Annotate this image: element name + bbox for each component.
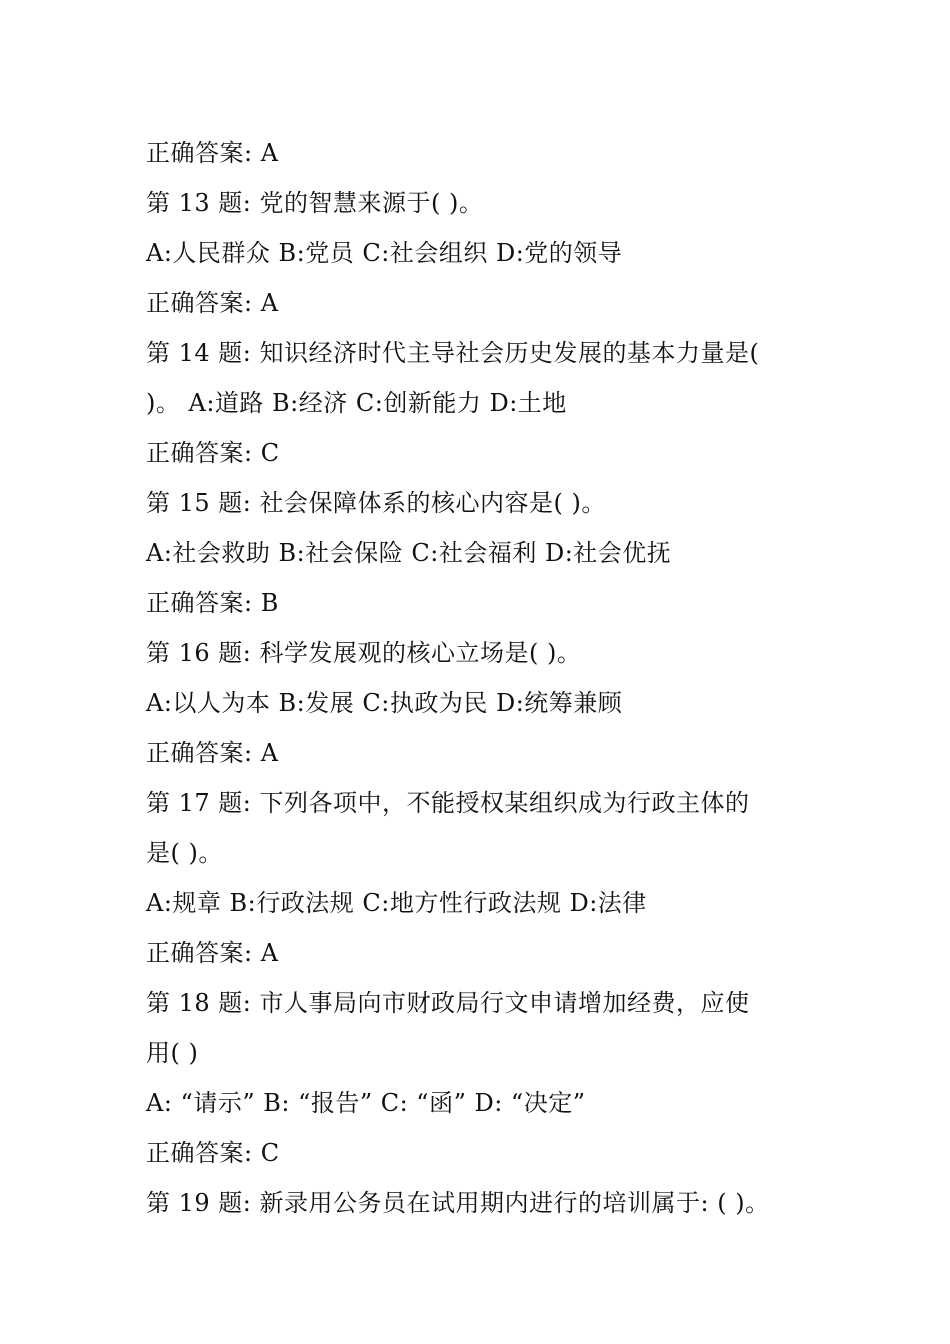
options-line: A:以人为本 B:发展 C:执政为民 D:统筹兼顾 [146,689,623,717]
options-line: A: “请示” B: “报告” C: “函” D: “决定” [146,1089,586,1117]
options-line: )。 A:道路 B:经济 C:创新能力 D:土地 [146,389,567,417]
question-line-continued: 是( )。 [146,839,223,867]
question-line: 第 18 题: 市人事局向市财政局行文申请增加经费，应使 [146,989,750,1017]
answer-line: 正确答案: B [146,589,279,617]
answer-line: 正确答案: A [146,939,279,967]
document-body [146,128,846,1228]
options-line: A:社会救助 B:社会保险 C:社会福利 D:社会优抚 [146,539,672,567]
question-line: 第 19 题: 新录用公务员在试用期内进行的培训属于: ( )。 [146,1189,770,1217]
options-line: A:人民群众 B:党员 C:社会组织 D:党的领导 [146,239,623,267]
answer-line: 正确答案: A [146,289,279,317]
question-line: 第 16 题: 科学发展观的核心立场是( )。 [146,639,582,667]
question-line: 第 13 题: 党的智慧来源于( )。 [146,189,484,217]
answer-line: 正确答案: C [146,439,280,467]
question-line: 第 17 题: 下列各项中，不能授权某组织成为行政主体的 [146,789,750,817]
answer-line: 正确答案: C [146,1139,280,1167]
answer-line: 正确答案: A [146,739,279,767]
question-line: 第 15 题: 社会保障体系的核心内容是( )。 [146,489,606,517]
options-line: A:规章 B:行政法规 C:地方性行政法规 D:法律 [146,889,647,917]
question-line-continued: 用( ) [146,1039,199,1067]
answer-line: 正确答案: A [146,139,279,167]
question-line: 第 14 题: 知识经济时代主导社会历史发展的基本力量是( [146,339,760,367]
